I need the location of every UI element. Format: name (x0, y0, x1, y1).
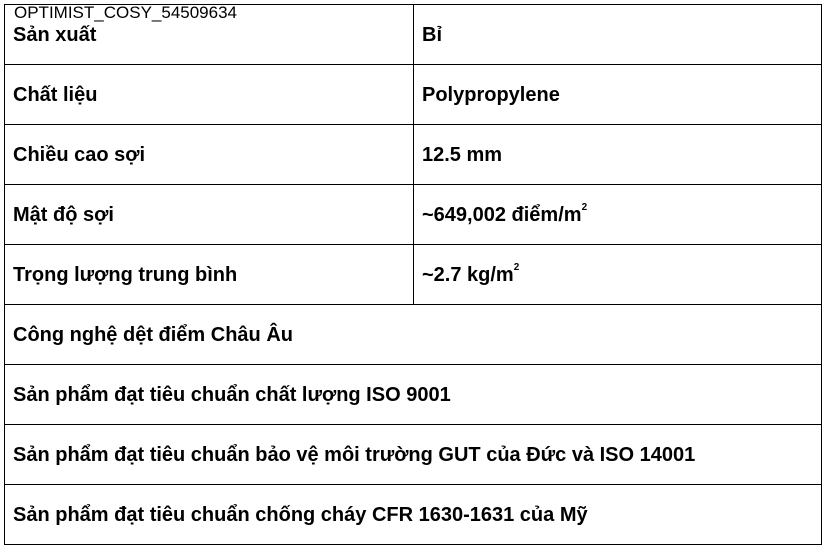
spec-label-text: Chất liệu (13, 83, 98, 106)
spec-label-text: Trọng lượng trung bình (13, 263, 238, 286)
spec-label (5, 125, 414, 185)
document-title: OPTIMIST_COSY_54509634 (14, 3, 238, 22)
spec-label (5, 245, 414, 305)
spec-value (414, 125, 822, 185)
spec-value-text: 12.5 mm (422, 143, 503, 166)
table-row (5, 365, 822, 425)
table-row (5, 425, 822, 485)
spec-label (5, 185, 414, 245)
superscript: 2 (513, 261, 520, 273)
table-row (5, 65, 822, 125)
spec-value (414, 65, 822, 125)
spec-table (4, 4, 822, 545)
spec-label (5, 65, 414, 125)
spec-value-text: ~649,002 điểm/m (422, 203, 582, 226)
feature-cell: Sản phẩm đạt tiêu chuẩn bảo vệ môi trường GUT của Đức và ISO 14001 (5, 425, 822, 485)
table-row (5, 485, 822, 545)
spec-value-text: Bỉ (422, 23, 442, 46)
feature-cell: Sản phẩm đạt tiêu chuẩn chống cháy CFR 1630-1631 của Mỹ (5, 485, 822, 545)
feature-cell: Sản phẩm đạt tiêu chuẩn chất lượng ISO 9001 (5, 365, 822, 425)
spec-value (414, 245, 822, 305)
feature-cell: Công nghệ dệt điểm Châu Âu (5, 305, 822, 365)
spec-value-text: ~2.7 kg/m (422, 263, 514, 286)
spec-value (414, 185, 822, 245)
table-row (5, 185, 822, 245)
table-row (5, 245, 822, 305)
superscript: 2 (581, 201, 588, 213)
spec-label-text: Sản xuất (13, 23, 97, 46)
spec-value-text: Polypropylene (422, 83, 560, 106)
table-row (5, 305, 822, 365)
spec-label-text: Mật độ sợi (13, 203, 114, 226)
spec-value (414, 5, 822, 65)
spec-label-text: Chiều cao sợi (13, 143, 146, 166)
table-row (5, 125, 822, 185)
